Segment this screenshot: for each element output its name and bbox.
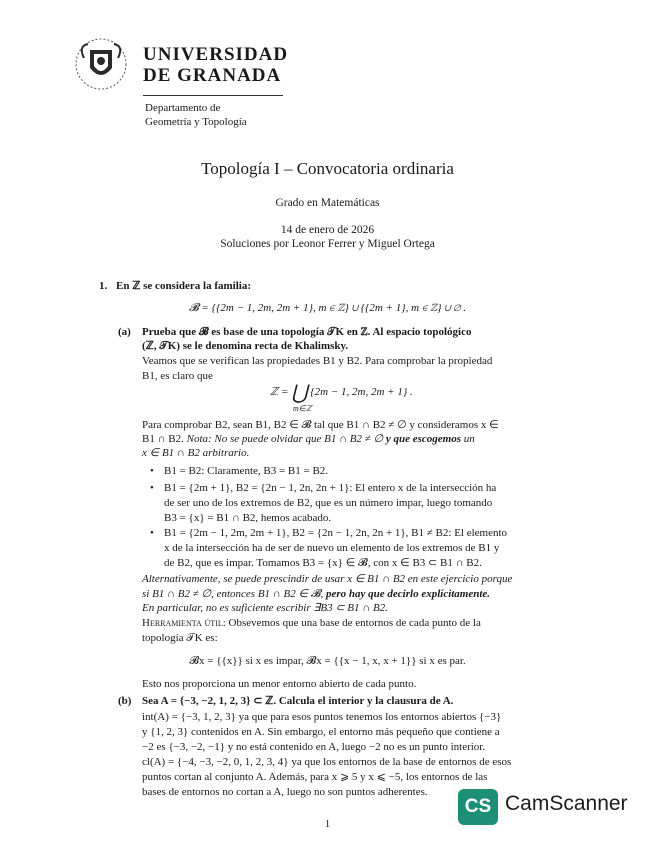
bullet-3-line-2: x de la intersección ha de ser de nuevo un elemento de los extremos de B1 y — [164, 542, 500, 554]
part-b-label: (b) — [118, 695, 132, 707]
university-name — [143, 44, 288, 86]
camscanner-logo-icon: CS — [458, 789, 498, 825]
bullet-1-text: B1 = B2: Claramente, B3 = B1 = B2. — [164, 465, 329, 477]
family-equation: 𝓑 = {{2m − 1, 2m, 2m + 1}, m ∈ ℤ} ∪ {{2m + 1}, m ∈ ℤ} ∪ ∅ . — [188, 302, 467, 314]
part-a-note-emphasis: y que escogemos — [385, 433, 462, 445]
department-line-2: Geometría y Topología — [145, 116, 247, 128]
part-a-note-tail: un — [463, 433, 475, 445]
part-b-line-5: puntos cortan al conjunto A. Además, para x ⩾ 5 y x ⩽ −5, los entornos de las — [142, 771, 488, 783]
bullet-2-line-3: B3 = {x} = B1 ∩ B2, hemos acabado. — [164, 512, 332, 524]
tool-line-1 — [142, 616, 481, 631]
university-line-2: DE GRANADA — [143, 65, 282, 86]
bullet-icon: • — [150, 527, 154, 539]
part-b-line-2: y {1, 2, 3} contenidos en A. Sin embargo, el entorno más pequeño que contiene a — [142, 726, 500, 738]
part-b-line-6: bases de entornos no cortan a A, luego no son puntos adherentes. — [142, 786, 428, 798]
union-eq-right: {2m − 1, 2m, 2m + 1} . — [310, 386, 413, 398]
document-title: Topología I – Convocatoria ordinaria — [201, 159, 454, 178]
part-a-note: Nota: No se puede olvidar que B1 ∩ B2 ≠ ∅ — [186, 433, 384, 445]
union-eq-left: ℤ = — [270, 386, 289, 398]
union-equation — [270, 382, 413, 404]
tool-label: Herramienta útil: — [142, 617, 226, 629]
tool-text: Obsevemos que una base de entornos de cada punto de la — [228, 617, 481, 629]
part-a-line-4a: B1 ∩ B2. — [142, 433, 184, 445]
bullet-3-line-1: B1 = {2m − 1, 2m, 2m + 1}, B2 = {2n − 1, 2n, 2n + 1}, B1 ≠ B2: El elemento — [164, 527, 508, 539]
authors: Soluciones por Leonor Ferrer y Miguel Ortega — [220, 238, 435, 250]
bullet-icon: • — [150, 465, 154, 477]
university-line-1: UNIVERSIDAD — [143, 44, 289, 65]
department-line-1: Departamento de — [145, 102, 221, 114]
part-a-statement-2: (ℤ, 𝒯K) se le denomina recta de Khalimsky. — [142, 340, 349, 352]
part-b-line-4: cl(A) = {−4, −3, −2, 0, 1, 2, 3, 4} ya que los entornos de la base de entornos de esos — [142, 756, 512, 768]
alternative-emphasis: pero hay que decirlo explícitamente. — [326, 588, 491, 600]
list-item — [150, 481, 497, 526]
list-item — [150, 464, 329, 479]
part-a-line-5: x ∈ B1 ∩ B2 arbitrario. — [142, 447, 250, 459]
bullet-icon: • — [150, 482, 154, 494]
university-seal-icon — [70, 36, 132, 92]
part-a-statement-1: Prueba que 𝓑 es base de una topología 𝒯K en ℤ. Al espacio topológico — [142, 326, 472, 338]
list-item — [150, 526, 508, 571]
problem-number: 1. — [99, 280, 108, 292]
part-a-line-4 — [142, 432, 475, 447]
part-a-closing: Esto nos proporciona un menor entorno abierto de cada punto. — [142, 678, 417, 690]
exam-date: 14 de enero de 2026 — [280, 224, 375, 236]
bullet-2-line-2: de ser uno de los extremos de B2, que es un número impar, luego tomando — [164, 497, 493, 509]
header-divider — [143, 95, 283, 96]
union-symbol: ⋃ — [291, 382, 308, 404]
problem-statement: En ℤ se considera la familia: — [116, 280, 251, 292]
part-a-line-3: Para comprobar B2, sean B1, B2 ∈ 𝓑 tal que B1 ∩ B2 ≠ ∅ y consideramos x ∈ — [142, 419, 499, 431]
union-subscript: m∈ℤ — [293, 404, 312, 413]
camscanner-brand: CamScanner — [505, 792, 628, 815]
bullet-3-line-3: de B2, que es impar. Tomamos B3 = {x} ∈ 𝓑, con x ∈ B3 ⊂ B1 ∩ B2. — [164, 557, 482, 569]
part-a-line-2: B1, es claro que — [142, 370, 213, 382]
alternative-line-1: Alternativamente, se puede prescindir de usar x ∈ B1 ∩ B2 en este ejercicio porque — [142, 573, 513, 585]
part-b-line-1: int(A) = {−3, 1, 2, 3} ya que para esos puntos tenemos los entornos abiertos {−3} — [142, 711, 502, 723]
department-name — [145, 101, 247, 129]
alternative-line-3: En particular, no es suficiente escribir ∃B3 ⊂ B1 ∩ B2. — [142, 602, 388, 614]
tool-line-2: topología 𝒯K es: — [142, 632, 218, 644]
alternative-line-2 — [142, 587, 490, 602]
part-a-label: (a) — [118, 326, 131, 338]
part-b-line-3: −2 es {−3, −2, −1} y no está contenido en A, luego −2 no es un punto interior. — [142, 741, 486, 753]
degree: Grado en Matemáticas — [275, 197, 380, 209]
part-a-line-1: Veamos que se verifican las propiedades B1 y B2. Para comprobar la propiedad — [142, 355, 493, 367]
neighborhood-bases-equation: 𝓑x = {{x}} si x es impar, 𝓑x = {{x − 1, x, x + 1}} si x es par. — [189, 655, 466, 667]
bullet-2-line-1: B1 = {2m + 1}, B2 = {2n − 1, 2n, 2n + 1}: El entero x de la intersección ha — [164, 482, 497, 494]
part-b-statement: Sea A = {−3, −2, 1, 2, 3} ⊂ ℤ. Calcula el interior y la clausura de A. — [142, 695, 454, 707]
alternative-line-2a: si B1 ∩ B2 ≠ ∅, entonces B1 ∩ B2 ∈ 𝓑, — [142, 588, 324, 600]
page-number: 1 — [324, 818, 331, 830]
